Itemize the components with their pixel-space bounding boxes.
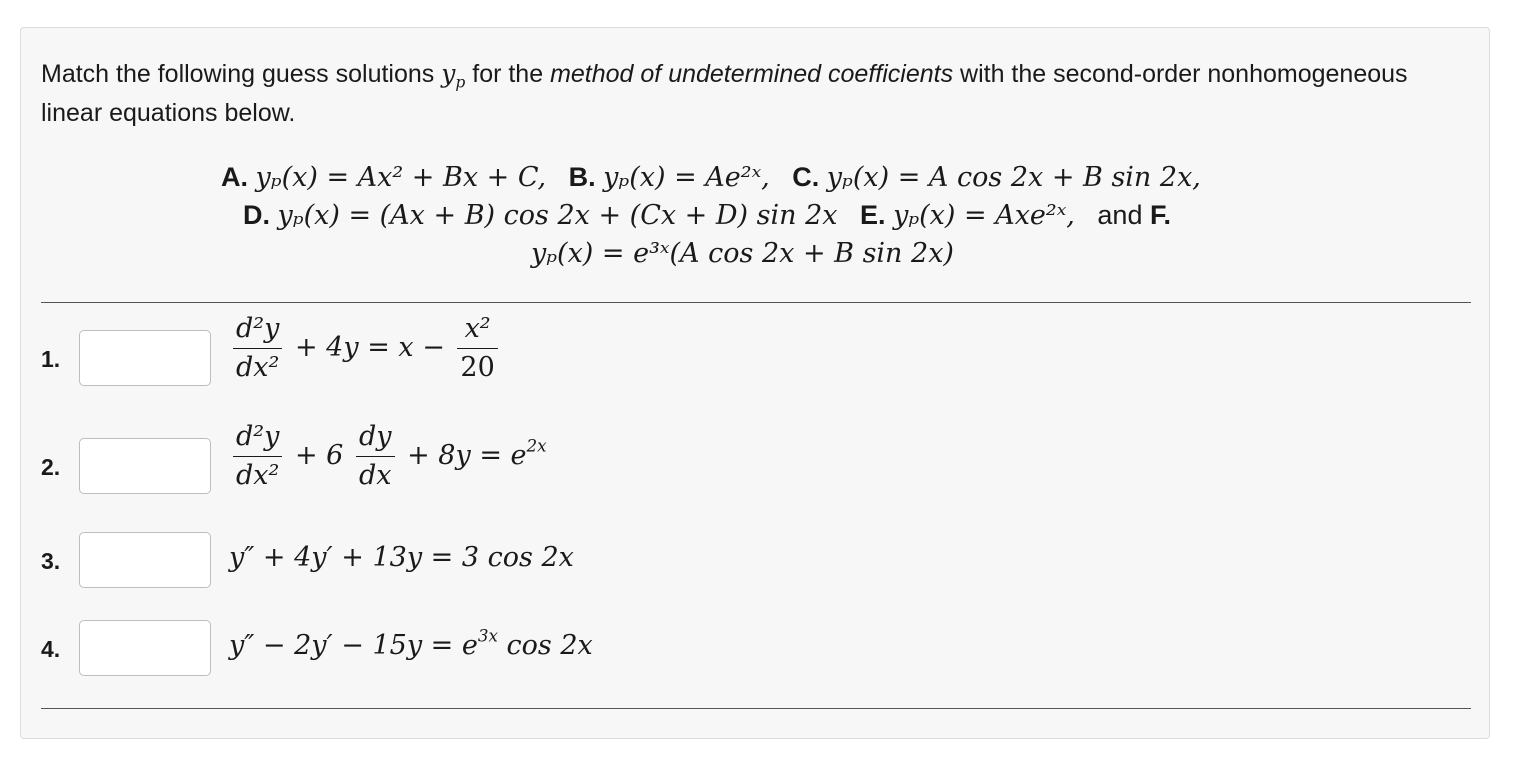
option-c-expr: yₚ(x) = A cos 2x + B sin 2x,: [826, 162, 1201, 193]
option-a-expr: yₚ(x) = Ax² + Bx + C,: [255, 162, 547, 193]
answer-input-2[interactable]: [79, 438, 211, 494]
intro-text-3: with the second-order nonhomogeneous linear equations below.: [41, 60, 1408, 127]
equation-4: $y'' - 2y' - 15y = e^{3x}$ cos 2x: [229, 625, 593, 661]
answer-input-3[interactable]: [79, 532, 211, 588]
question-row-1: [21, 313, 1491, 390]
divider-top: [41, 302, 1471, 303]
divider-bottom: [41, 708, 1471, 709]
intro-text-2: for the: [465, 60, 551, 88]
option-f-expr: yₚ(x) = e³ˣ(A cos 2x + B sin 2x): [531, 238, 954, 269]
question-number: 4.: [41, 636, 61, 662]
option-c-label: C.: [792, 162, 820, 192]
options-line-2: [243, 200, 1171, 231]
question-panel: [20, 27, 1490, 739]
option-e-label: E.: [860, 200, 886, 230]
question-row-4: [21, 620, 1491, 680]
question-intro: [41, 54, 1461, 133]
question-row-2: [21, 421, 1491, 498]
option-a-label: A.: [221, 162, 248, 192]
intro-text-1: Match the following guess solutions: [41, 60, 442, 88]
equation-3: y″ + 4y′ + 13y = 3 cos 2x: [229, 542, 574, 573]
option-d-label: D.: [243, 200, 270, 230]
option-b-expr: yₚ(x) = Ae²ˣ,: [603, 162, 770, 193]
option-b-label: B.: [568, 162, 596, 192]
question-number: 3.: [41, 548, 61, 574]
equation-1: $\frac{\text{d²y}}{\text{dx²}}$ + 4y = x − $\frac{\text{x²}}{20}$: [229, 312, 502, 385]
yp-symbol: $y_p$: [441, 59, 466, 92]
answer-input-4[interactable]: [79, 620, 211, 676]
equation-2: $\frac{\text{d²y}}{\text{dx²}}$ + 6 $\frac{dy}{dx}$ + $8y = e^{2x}$: [229, 420, 547, 493]
option-d-expr: yₚ(x) = (Ax + B) cos 2x + (Cx + D) sin 2x: [277, 200, 838, 231]
options-line-3: [531, 238, 954, 269]
options-line-1: [221, 162, 1201, 193]
question-number: 1.: [41, 346, 61, 372]
option-e-expr: yₚ(x) = Axe²ˣ,: [893, 200, 1075, 231]
answer-input-1[interactable]: [79, 330, 211, 386]
options-and-text: and: [1097, 200, 1143, 230]
question-row-3: [21, 532, 1491, 592]
intro-emphasis: method of undetermined coefficients: [550, 60, 954, 88]
question-number: 2.: [41, 454, 61, 480]
option-f-label: F.: [1149, 200, 1171, 230]
